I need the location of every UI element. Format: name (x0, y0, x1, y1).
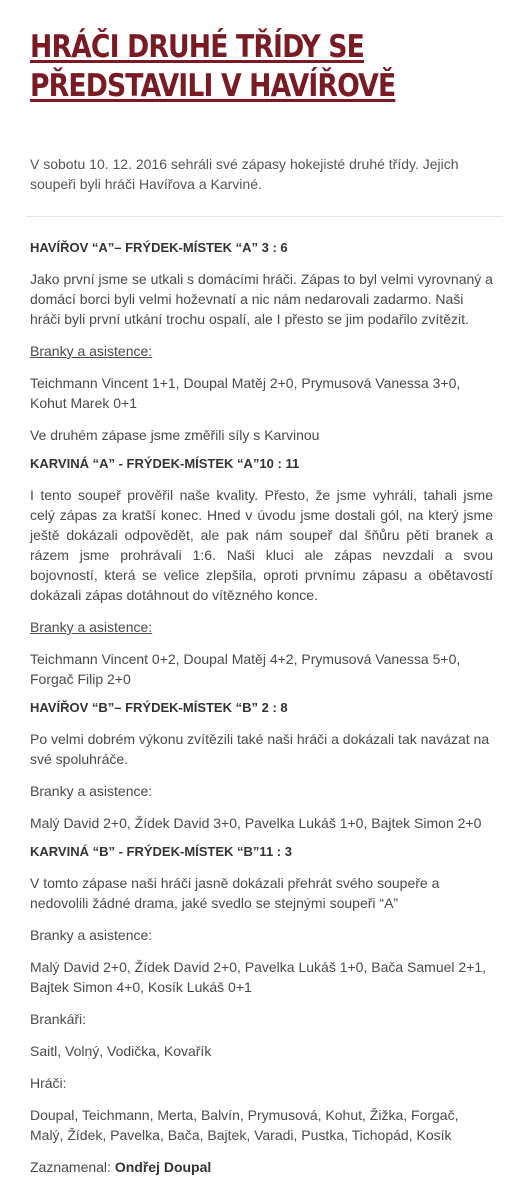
match-1-scorers: Teichmann Vincent 1+1, Doupal Matěj 2+0, Prymusová Vanessa 3+0, Kohut Marek 0+1 (30, 375, 461, 411)
article-title: HRÁČI DRUHÉ TŘÍDY SE PŘEDSTAVILI V HAVÍŘOVĚ (30, 29, 396, 104)
match-2-heading: KARVINÁ “A” - FRÝDEK-MÍSTEK “A”10 : 11 (30, 456, 300, 471)
match-1-after: Ve druhém zápase jsme změřili síly s Karvinou (30, 427, 320, 443)
match-2-text: I tento soupeř prověřil naše kvality. Přesto, že jsme vyhráli, tahali jsme celý zápas za kratší konec. Hned v úvodu jsme dostali gól, na který jsme ještě dokázali odpovědět, ale pak nám soupeř dal šňůru pěti branek a rázem jsme prohrávali 1:6. Naši kluci ale zápas nevzdali a svou bojovností, která se velice zlepšila, oproti prvnímu zápasu a obětavostí dokázali zápas dotáhnout do vítězného konce. (30, 487, 493, 603)
players-list: Doupal, Teichmann, Merta, Balvín, Prymusová, Kohut, Žižka, Forgač, Malý, Žídek, Pavelka, Bača, Bajtek, Varadi, Pustka, Tichopád, Kosík (30, 1107, 459, 1143)
author-name: Ondřej Doupal (114, 1159, 212, 1175)
match-1-heading: HAVÍŘOV “A”– FRÝDEK-MÍSTEK “A” 3 : 6 (30, 240, 288, 255)
match-4-scorers: Malý David 2+0, Žídek David 2+0, Pavelka Lukáš 1+0, Bača Samuel 2+1, Bajtek Simon 4+0, Kosík Lukáš 0+1 (30, 959, 487, 995)
match-2-scorers: Teichmann Vincent 0+2, Doupal Matěj 4+2, Prymusová Vanessa 5+0, Forgač Filip 2+0 (30, 651, 461, 687)
match-3-heading: HAVÍŘOV “B”– FRÝDEK-MÍSTEK “B” 2 : 8 (30, 700, 288, 715)
article-intro: V sobotu 10. 12. 2016 sehráli své zápasy hokejisté druhé třídy. Jejich soupeři byli hráči Havířova a Karviné. (30, 156, 459, 192)
match-1-scorers-label: Branky a asistence: (30, 343, 153, 359)
players-label: Hráči: (30, 1075, 67, 1091)
divider (26, 216, 503, 217)
match-2-scorers-label: Branky a asistence: (30, 619, 153, 635)
match-3-scorers: Malý David 2+0, Žídek David 3+0, Pavelka Lukáš 1+0, Bajtek Simon 2+0 (30, 815, 482, 831)
goalies-label: Brankáři: (30, 1011, 87, 1027)
match-4-scorers-label: Branky a asistence: (30, 927, 153, 943)
match-1-text: Jako první jsme se utkali s domácími hráči. Zápas to byl velmi vyrovnaný a domácí borci byli velmi hoževnatí a nic nám nedarovali zadarmo. Naši hráči byli první utkání trochu ospalí, ale I přesto se jim podařilo zvítězit. (30, 271, 493, 327)
match-4-heading: KARVINÁ “B” - FRÝDEK-MÍSTEK “B”11 : 3 (30, 844, 292, 859)
match-3-text: Po velmi dobrém výkonu zvítězili také naši hráči a dokázali tak navázat na své spoluhráče. (30, 731, 490, 767)
author-line (30, 1157, 493, 1177)
goalies-list: Saitl, Volný, Vodička, Kovařík (30, 1043, 212, 1059)
author-label: Zaznamenal: (30, 1159, 115, 1175)
match-3-scorers-label: Branky a asistence: (30, 783, 153, 799)
match-4-text: V tomto zápase naši hráči jasně dokázali přehrát svého soupeře a nedovolili žádné drama, jaké svedlo se stejnými soupeři “A” (30, 875, 440, 911)
